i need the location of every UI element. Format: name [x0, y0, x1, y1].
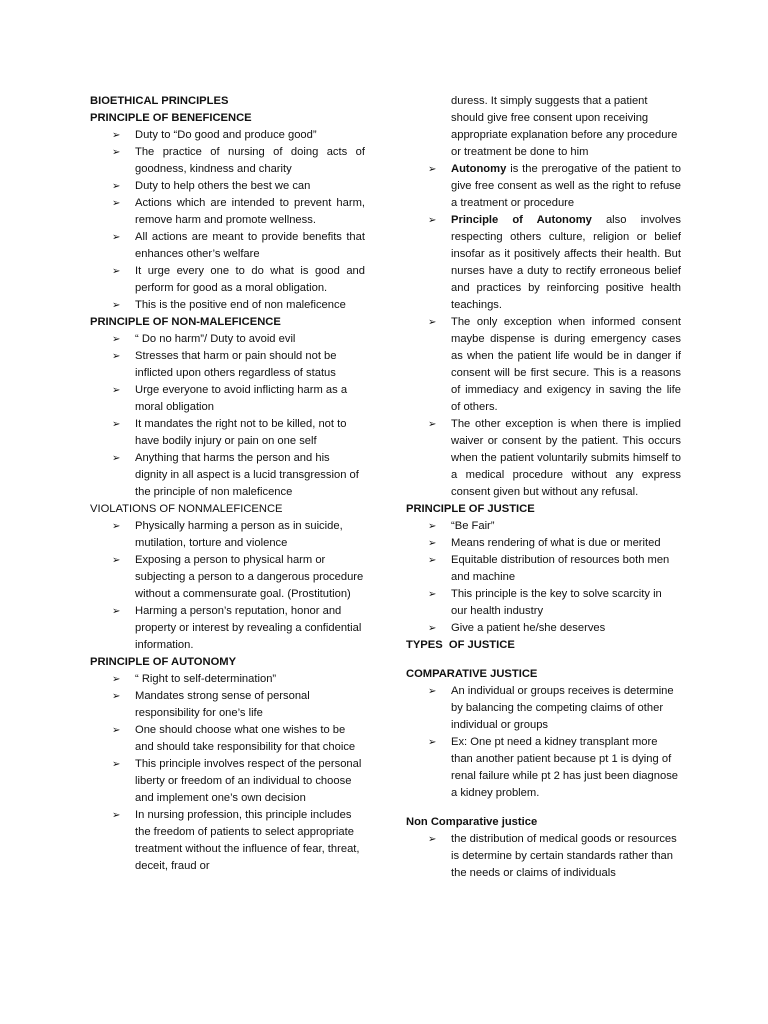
list-item: ➢ Mandates strong sense of personal responsibility for one’s life	[112, 690, 310, 719]
list-item: ➢ “ Right to self-determination”	[90, 671, 365, 688]
autonomy-heading: PRINCIPLE OF AUTONOMY	[90, 656, 237, 668]
list-item: ➢ In nursing profession, this principle includes the freedom of patients to select appropriate treatment without the influence of fear, threat, deceit, fraud or	[112, 809, 360, 872]
violations-heading: VIOLATIONS OF NONMALEFICENCE	[90, 503, 283, 515]
beneficence-heading: PRINCIPLE OF BENEFICENCE	[90, 112, 252, 124]
list-item: ➢ All actions are meant to provide benefits that enhances other’s welfare	[112, 231, 365, 260]
justice-list	[406, 518, 681, 637]
list-item: ➢ The only exception when informed consent maybe dispense is during emergency cases as when the patient life would be in danger if consent will be first secure. This is a reasons of immediacy and exigency in saving the life of others.	[428, 316, 681, 413]
comparative-justice-heading: COMPARATIVE JUSTICE	[406, 668, 538, 680]
list-item: ➢ Autonomy is the prerogative of the patient to give free consent as well as the right to refuse a treatment or procedure	[428, 163, 681, 209]
arrow-bullet-icon: ➢	[112, 691, 121, 702]
left-column	[90, 93, 365, 875]
arrow-bullet-icon: ➢	[112, 266, 121, 277]
arrow-bullet-icon: ➢	[112, 453, 121, 464]
right-column	[406, 93, 681, 882]
arrow-bullet-icon: ➢	[112, 351, 121, 362]
list-item: ➢ It mandates the right not to be killed, not to have bodily injury or pain on one self	[112, 418, 347, 447]
document-title: BIOETHICAL PRINCIPLES	[90, 95, 229, 107]
arrow-bullet-icon: ➢	[112, 232, 121, 243]
list-item: ➢ Physically harming a person as in suicide, mutilation, torture and violence	[112, 520, 343, 549]
arrow-bullet-icon: ➢	[112, 419, 121, 430]
arrow-bullet-icon: ➢	[428, 686, 437, 697]
list-item: ➢ The practice of nursing of doing acts of goodness, kindness and charity	[112, 146, 365, 175]
arrow-bullet-icon: ➢	[112, 810, 121, 821]
arrow-bullet-icon: ➢	[428, 834, 437, 845]
arrow-bullet-icon: ➢	[428, 589, 437, 600]
arrow-bullet-icon: ➢	[112, 147, 121, 158]
list-item: ➢ Ex: One pt need a kidney transplant more than another patient because pt 1 is dying of renal failure while pt 2 has just been diagnose a kidney problem.	[428, 736, 679, 799]
arrow-bullet-icon: ➢	[112, 606, 121, 617]
list-item: ➢ This principle is the key to solve scarcity in our health industry	[428, 588, 662, 617]
violations-list	[90, 518, 365, 654]
list-item: ➢ One should choose what one wishes to be and should take responsibility for that choice	[112, 724, 356, 753]
arrow-bullet-icon: ➢	[112, 759, 121, 770]
arrow-bullet-icon: ➢	[112, 334, 121, 345]
autonomy-list	[90, 671, 365, 875]
noncomparative-justice-heading: Non Comparative justice	[406, 816, 538, 828]
nonmaleficence-list	[90, 331, 365, 501]
beneficence-list	[90, 127, 365, 314]
arrow-bullet-icon: ➢	[428, 623, 437, 634]
arrow-bullet-icon: ➢	[112, 385, 121, 396]
arrow-bullet-icon: ➢	[428, 164, 437, 175]
arrow-bullet-icon: ➢	[428, 538, 437, 549]
list-item: ➢ Equitable distribution of resources both men and machine	[428, 554, 670, 583]
arrow-bullet-icon: ➢	[112, 674, 121, 685]
arrow-bullet-icon: ➢	[428, 521, 437, 532]
arrow-bullet-icon: ➢	[428, 419, 437, 430]
list-item: ➢ Means rendering of what is due or merited	[406, 535, 681, 552]
list-item: ➢ the distribution of medical goods or resources is determine by certain standards rather than the needs or claims of individuals	[428, 833, 677, 879]
list-item: ➢ It urge every one to do what is good and perform for good as a moral obligation.	[112, 265, 365, 294]
arrow-bullet-icon: ➢	[112, 555, 121, 566]
arrow-bullet-icon: ➢	[112, 725, 121, 736]
list-item: ➢ The other exception is when there is implied waiver or consent by the patient. This occurs when the patient voluntarily submits himself to a medical procedure without any express consent given but without any refusal.	[428, 418, 681, 498]
list-item: ➢ Actions which are intended to prevent harm, remove harm and promote wellness.	[112, 197, 365, 226]
list-item: ➢ Exposing a person to physical harm or subjecting a person to a dangerous procedure without a commensurate goal. (Prostitution)	[112, 554, 364, 600]
types-of-justice-heading: TYPES OF JUSTICE	[406, 639, 515, 651]
list-item: ➢ Give a patient he/she deserves	[406, 620, 681, 637]
list-item: ➢ Anything that harms the person and his dignity in all aspect is a lucid transgression of the principle of non maleficence	[112, 452, 359, 498]
list-item: ➢ Urge everyone to avoid inflicting harm as a moral obligation	[112, 384, 348, 413]
arrow-bullet-icon: ➢	[112, 181, 121, 192]
justice-heading: PRINCIPLE OF JUSTICE	[406, 503, 535, 515]
list-item: ➢ Harming a person’s reputation, honor and property or interest by revealing a confidential information.	[112, 605, 362, 651]
list-item: ➢ Principle of Autonomy also involves respecting others culture, religion or belief insofar as it positively affects their health. But nurses have a duty to rectify erroneous belief and practices by reinforcing positive health teachings.	[428, 214, 681, 311]
autonomy-detail-list	[406, 161, 681, 501]
arrow-bullet-icon: ➢	[428, 215, 437, 226]
arrow-bullet-icon: ➢	[112, 300, 121, 311]
noncomparative-justice-list	[406, 831, 681, 882]
list-item: ➢ “ Do no harm”/ Duty to avoid evil	[90, 331, 365, 348]
arrow-bullet-icon: ➢	[112, 521, 121, 532]
continued-paragraph: duress. It simply suggests that a patient should give free consent upon receiving appropriate explanation before any procedure or treatment be done to him	[451, 95, 678, 158]
arrow-bullet-icon: ➢	[428, 555, 437, 566]
arrow-bullet-icon: ➢	[112, 130, 121, 141]
list-item: ➢ An individual or groups receives is determine by balancing the competing claims of other individual or groups	[428, 685, 674, 731]
list-item: ➢ This is the positive end of non maleficence	[90, 297, 365, 314]
arrow-bullet-icon: ➢	[428, 317, 437, 328]
comparative-justice-list	[406, 683, 681, 802]
list-item: ➢ Duty to help others the best we can	[90, 178, 365, 195]
list-item: ➢ Duty to “Do good and produce good”	[90, 127, 365, 144]
arrow-bullet-icon: ➢	[112, 198, 121, 209]
list-item: ➢ “Be Fair”	[406, 518, 681, 535]
arrow-bullet-icon: ➢	[428, 737, 437, 748]
nonmaleficence-heading: PRINCIPLE OF NON-MALEFICENCE	[90, 316, 281, 328]
list-item: ➢ Stresses that harm or pain should not be inflicted upon others regardless of status	[112, 350, 337, 379]
list-item: ➢ This principle involves respect of the personal liberty or freedom of an individual to choose and implement one’s own decision	[112, 758, 362, 804]
